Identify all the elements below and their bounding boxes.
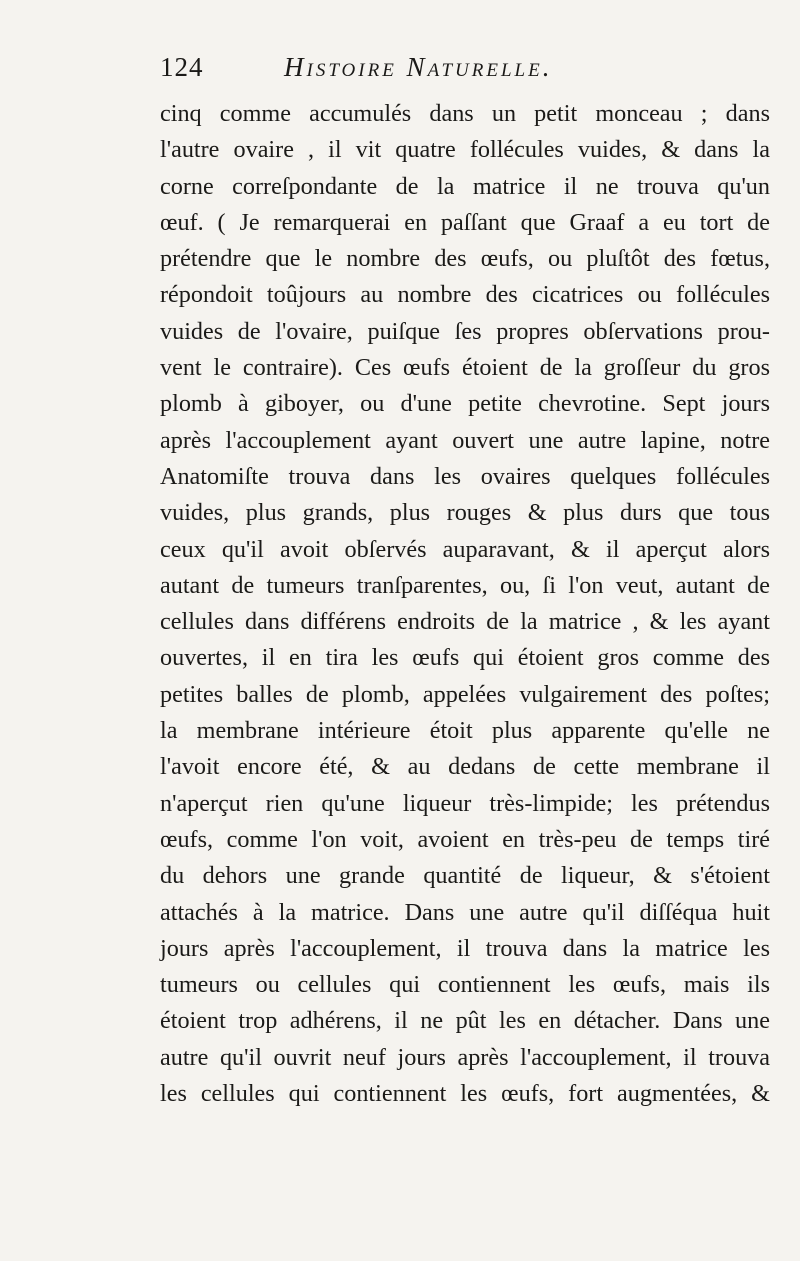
- text-line: œuf. ( Je remarquerai en paſſant que Graaf a eu tort de: [160, 208, 770, 236]
- text-line: cellules dans différens endroits de la matrice , & les ayant: [160, 608, 770, 636]
- text-line: autre qu'il ouvrit neuf jours après l'accouplement, il trouva: [160, 1043, 770, 1071]
- text-line: n'aperçut rien qu'une liqueur très-limpide; les prétendus: [160, 789, 770, 817]
- text-line: corne correſpondante de la matrice il ne trouva qu'un: [160, 172, 770, 200]
- text-line: la membrane intérieure étoit plus apparente qu'elle ne: [160, 717, 770, 745]
- running-title: Histoire Naturelle.: [284, 52, 553, 82]
- page-number: 124: [160, 52, 204, 82]
- text-line: œufs, comme l'on voit, avoient en très-peu de temps tiré: [160, 825, 770, 853]
- text-line: l'autre ovaire , il vit quatre follécules vuides, & dans la: [160, 136, 770, 164]
- text-line: plomb à giboyer, ou d'une petite chevrotine. Sept jours: [160, 390, 770, 418]
- text-line: vent le contraire). Ces œufs étoient de la groſſeur du gros: [160, 354, 770, 382]
- text-line: Anatomiſte trouva dans les ovaires quelques follécules: [160, 462, 770, 490]
- text-line: du dehors une grande quantité de liqueur, & s'étoient: [160, 862, 770, 890]
- text-line: étoient trop adhérens, il ne pût les en détacher. Dans une: [160, 1007, 770, 1035]
- text-line: prétendre que le nombre des œufs, ou pluſtôt des fœtus,: [160, 245, 770, 273]
- text-line: autant de tumeurs tranſparentes, ou, ſi l'on veut, autant de: [160, 571, 770, 599]
- text-line: petites balles de plomb, appelées vulgairement des poſtes;: [160, 680, 770, 708]
- text-line: attachés à la matrice. Dans une autre qu'il diſſéqua huit: [160, 898, 770, 926]
- text-line: répondoit toûjours au nombre des cicatrices ou follécules: [160, 281, 770, 309]
- text-line: vuides de l'ovaire, puiſque ſes propres obſervations prou-: [160, 317, 770, 345]
- text-line: jours après l'accouplement, il trouva dans la matrice les: [160, 934, 770, 962]
- text-line: ceux qu'il avoit obſervés auparavant, & il aperçut alors: [160, 535, 770, 563]
- text-line: les cellules qui contiennent les œufs, fort augmentées, &: [160, 1080, 770, 1108]
- text-line: l'avoit encore été, & au dedans de cette membrane il: [160, 753, 770, 781]
- text-line: cinq comme accumulés dans un petit monceau ; dans: [160, 100, 770, 127]
- body-text: [160, 96, 770, 1112]
- text-line: ouvertes, il en tira les œufs qui étoient gros comme des: [160, 644, 770, 672]
- text-line: après l'accouplement ayant ouvert une autre lapine, notre: [160, 426, 770, 454]
- text-line: tumeurs ou cellules qui contiennent les œufs, mais ils: [160, 971, 770, 999]
- page-header: [160, 52, 770, 92]
- text-line: vuides, plus grands, plus rouges & plus durs que tous: [160, 499, 770, 527]
